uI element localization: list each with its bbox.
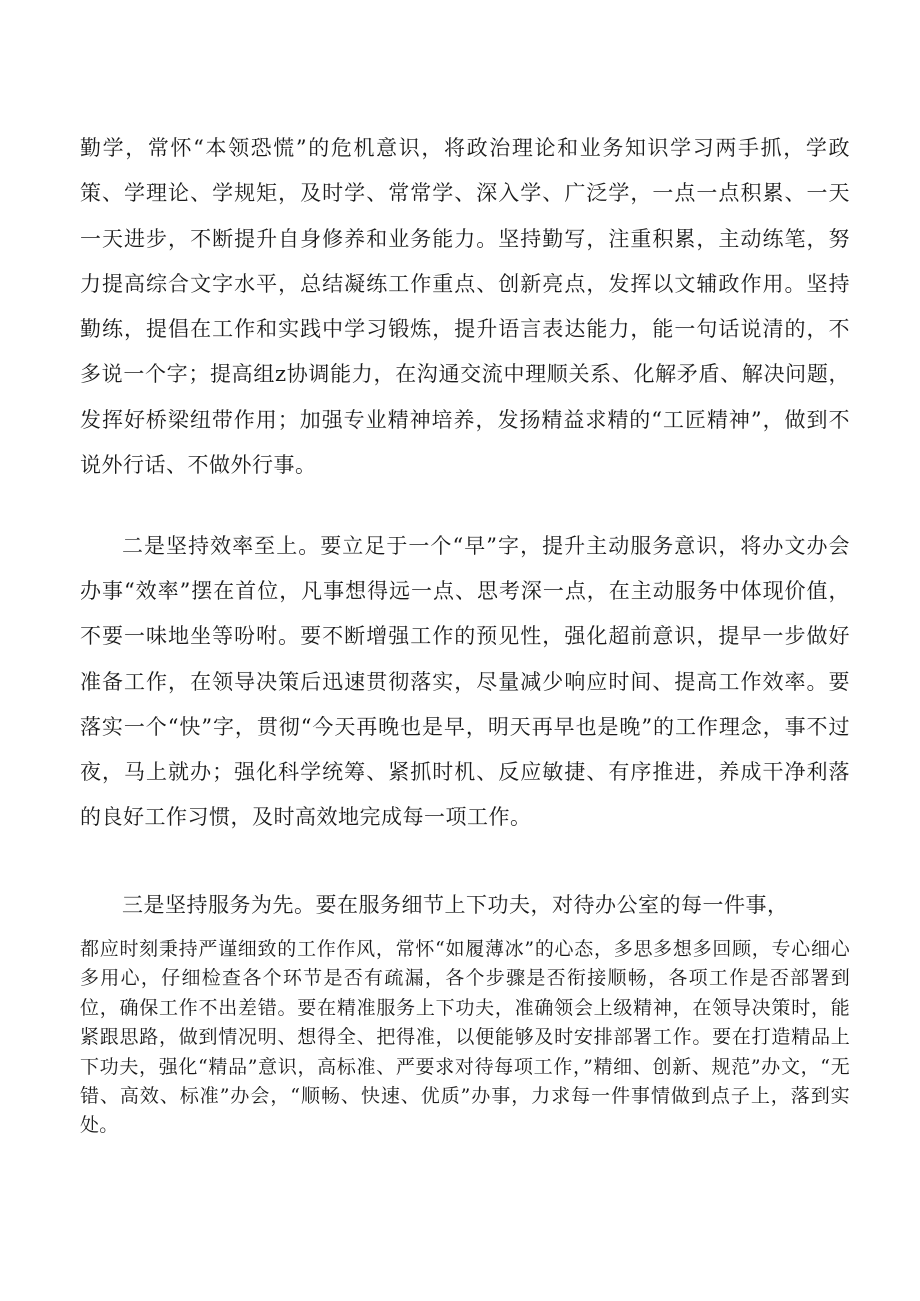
paragraph-continued-diligence: 勤学，常怀“本领恐慌”的危机意识，将政治理论和业务知识学习两手抓，学政策、学理论、学规矩，及时学、常常学、深入学、广泛学，一点一点积累、一天一天进步，不断提升自身修养和业务能力。坚持勤写，注重积累，主动练笔，努力提高综合文字水平，总结凝练工作重点、创新亮点，发挥以文辅政作用。坚持勤练，提倡在工作和实践中学习锻炼，提升语言表达能力，能一句话说清的，不多说一个字；提高组z协调能力，在沟通交流中理顺关系、化解矛盾、解决问题，发挥好桥梁纽带作用；加强专业精神培养，发扬精益求精的“工匠精神”，做到不说外行话、不做外行事。	[80, 136, 850, 478]
paragraph-service-first-body: 都应时刻秉持严谨细致的工作作风，常怀“如履薄冰”的心态，多思多想多回顾，专心细心多用心，仔细检查各个环节是否有疏漏，各个步骤是否衔接顺畅，各项工作是否部署到位，确保工作不出差错。要在精准服务上下功夫，准确领会上级精神，在领导决策时，能紧跟思路，做到情况明、想得全、把得准，以便能够及时安排部署工作。要在打造精品上下功夫，强化“精品”意识，高标准、严要求对待每项工作，”精细、创新、规范”办文，“无错、高效、标准”办会，“顺畅、快速、优质”办事，力求每一件事情做到点子上，落到实处。	[80, 938, 850, 1137]
paragraph-efficiency-first: 二是坚持效率至上。要立足于一个“早”字，提升主动服务意识，将办文办会办事“效率”摆在首位，凡事想得远一点、思考深一点，在主动服务中体现价值，不要一味地坐等吩咐。要不断增强工作的预见性，强化超前意识，提早一步做好准备工作，在领导决策后迅速贯彻落实，尽量减少响应时间、提高工作效率。要落实一个“快”字，贯彻“今天再晚也是早，明天再早也是晚”的工作理念，事不过夜，马上就办；强化科学统筹、紧抓时机、反应敏捷、有序推进，养成干净利落的良好工作习惯，及时高效地完成每一项工作。	[80, 534, 850, 830]
paragraph-service-first-heading: 三是坚持服务为先。要在服务细节上下功夫，对待办公室的每一件事，	[122, 893, 789, 917]
